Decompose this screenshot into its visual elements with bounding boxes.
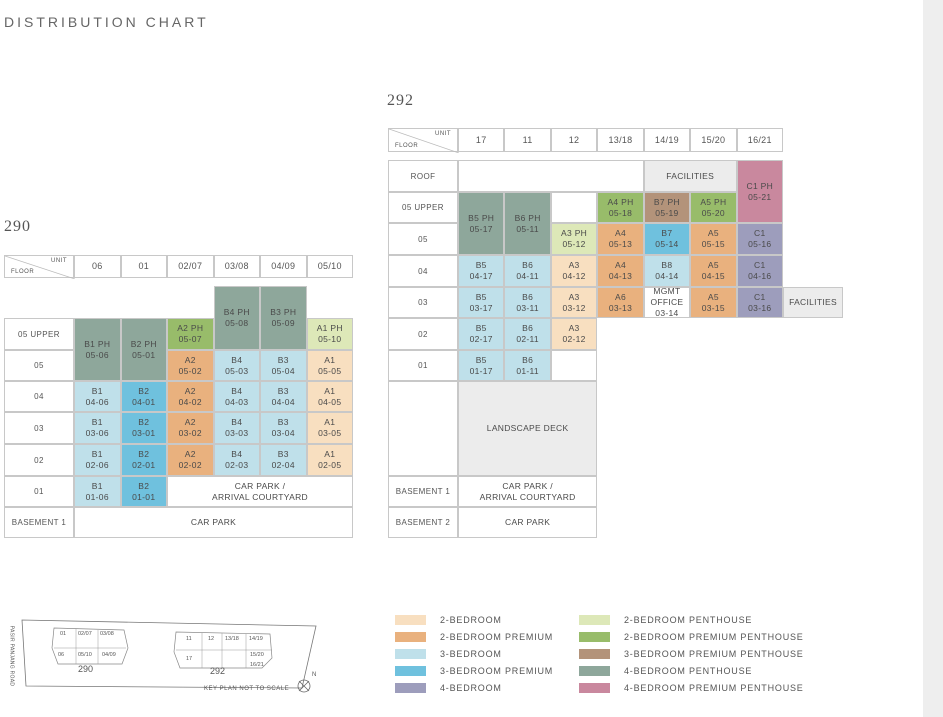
unit-header-11: 11 [504, 128, 550, 152]
legend-swatch [579, 615, 610, 625]
legend-swatch [395, 683, 426, 693]
unit-cell: B4 02-03 [214, 444, 261, 476]
floor-label-02: 02 [388, 318, 458, 350]
unit-cell: B5 02-17 [458, 318, 504, 350]
unit-cell: B5 01-17 [458, 350, 504, 381]
key-unit: 17 [186, 656, 193, 662]
unit-header-13-18: 13/18 [597, 128, 643, 152]
legend-swatch [579, 683, 610, 693]
key-unit: 14/19 [249, 636, 263, 642]
key-building-name: 292 [210, 666, 226, 676]
floor-label-02: 02 [4, 444, 74, 476]
landscape-deck: LANDSCAPE DECK [458, 381, 597, 476]
unit-header-06: 06 [74, 255, 121, 278]
unit-cell: C1 05-16 [737, 223, 783, 255]
key-unit: 03/08 [100, 631, 114, 637]
unit-cell: C1 PH 05-21 [737, 160, 783, 223]
unit-header-04-09: 04/09 [260, 255, 307, 278]
unit-cell: B3 PH 05-09 [260, 286, 307, 350]
unit-cell: A1 03-05 [307, 412, 354, 444]
unit-cell: B6 04-11 [504, 255, 550, 287]
unit-cell: B3 04-04 [260, 381, 307, 412]
legend-swatch [395, 632, 426, 642]
unit-floor-corner: UNIT FLOOR [388, 128, 458, 152]
unit-cell: B4 04-03 [214, 381, 261, 412]
legend-item [395, 665, 553, 677]
unit-cell: B5 03-17 [458, 287, 504, 318]
legend-swatch [395, 649, 426, 659]
legend-swatch [579, 649, 610, 659]
unit-cell: B2 PH 05-01 [121, 318, 168, 381]
legend-label: 2-BEDROOM PREMIUM PENTHOUSE [624, 632, 804, 642]
unit-cell: B7 PH 05-19 [644, 192, 690, 223]
block-292-name: 292 [387, 92, 414, 109]
unit-cell: A5 03-15 [690, 287, 736, 318]
legend-item [579, 648, 804, 660]
unit-cell: B2 01-01 [121, 476, 168, 507]
key-unit: 12 [208, 636, 215, 642]
unit-header-16-21: 16/21 [737, 128, 783, 152]
floor-label-03: 03 [388, 287, 458, 318]
unit-header-01: 01 [121, 255, 168, 278]
key-building-name: 290 [78, 664, 94, 674]
unit-cell: FACILITIES [644, 160, 737, 192]
unit-cell: B7 05-14 [644, 223, 690, 255]
unit-cell: A3 PH 05-12 [551, 223, 597, 255]
unit-cell: A5 05-15 [690, 223, 736, 255]
unit-header-05-10: 05/10 [307, 255, 354, 278]
legend-label: 4-BEDROOM PENTHOUSE [624, 666, 753, 676]
unit-cell: B1 PH 05-06 [74, 318, 121, 381]
floor-label-01: 01 [388, 350, 458, 381]
unit-cell: B8 04-14 [644, 255, 690, 287]
unit-cell: A4 05-13 [597, 223, 643, 255]
unit-cell: A1 04-05 [307, 381, 354, 412]
floor-label-04: 04 [4, 381, 74, 412]
legend-label: 4-BEDROOM PREMIUM PENTHOUSE [624, 683, 804, 693]
facilities-cell: FACILITIES [783, 287, 843, 318]
floor-label-05-upper: 05 UPPER [4, 318, 74, 350]
unit-cell: B2 02-01 [121, 444, 168, 476]
car-park: CAR PARK [458, 507, 597, 538]
unit-cell: A2 04-02 [167, 381, 214, 412]
unit-cell: A1 PH 05-10 [307, 318, 354, 350]
unit-cell: B6 03-11 [504, 287, 550, 318]
unit-cell: A2 05-02 [167, 350, 214, 381]
unit-header-14-19: 14/19 [644, 128, 690, 152]
floor-label-roof: ROOF [388, 160, 458, 192]
key-unit: 13/18 [225, 636, 239, 642]
unit-cell: CAR PARK / ARRIVAL COURTYARD [167, 476, 353, 507]
unit-cell: B5 04-17 [458, 255, 504, 287]
unit-cell: B6 PH 05-11 [504, 192, 550, 255]
legend-label: 2-BEDROOM [440, 615, 502, 625]
floor-label-05-upper: 05 UPPER [388, 192, 458, 223]
unit-cell: B1 02-06 [74, 444, 121, 476]
legend-label: 3-BEDROOM PREMIUM [440, 666, 554, 676]
unit-cell: A5 04-15 [690, 255, 736, 287]
unit-cell: CAR PARK [74, 507, 353, 538]
unit-cell: B1 01-06 [74, 476, 121, 507]
unit-cell: B3 02-04 [260, 444, 307, 476]
legend-label: 3-BEDROOM [440, 649, 502, 659]
blank-cell [551, 192, 597, 223]
floor-label-04: 04 [388, 255, 458, 287]
legend-swatch [579, 632, 610, 642]
page-title: DISTRIBUTION CHART [4, 14, 209, 30]
unit-cell: A2 PH 05-07 [167, 318, 214, 350]
legend-label: 3-BEDROOM PREMIUM PENTHOUSE [624, 649, 804, 659]
unit-header-12: 12 [551, 128, 597, 152]
blank-cell [551, 350, 597, 381]
floor-label-05: 05 [4, 350, 74, 381]
unit-cell: B3 05-04 [260, 350, 307, 381]
floor-label-basement-1: BASEMENT 1 [4, 507, 74, 538]
legend-item [395, 614, 502, 626]
unit-cell: MGMT OFFICE 03-14 [644, 287, 690, 318]
unit-cell: A4 PH 05-18 [597, 192, 643, 223]
unit-cell: B5 PH 05-17 [458, 192, 504, 255]
unit-cell: A3 02-12 [551, 318, 597, 350]
unit-cell: A1 05-05 [307, 350, 354, 381]
key-unit: 02/07 [78, 631, 92, 637]
key-unit: 15/20 [250, 652, 264, 658]
unit-header-17: 17 [458, 128, 504, 152]
unit-cell: A2 03-02 [167, 412, 214, 444]
key-unit: 06 [58, 652, 65, 658]
unit-cell: A3 04-12 [551, 255, 597, 287]
unit-cell: B6 01-11 [504, 350, 550, 381]
north-label: N [312, 672, 317, 678]
legend-swatch [395, 666, 426, 676]
legend-item [579, 682, 804, 694]
unit-header-02-07: 02/07 [167, 255, 214, 278]
legend-item [395, 648, 502, 660]
key-unit: 01 [60, 631, 67, 637]
key-plan-note: KEY PLAN NOT TO SCALE [204, 686, 290, 692]
unit-cell: B4 03-03 [214, 412, 261, 444]
floor-label-basement-1: BASEMENT 1 [388, 476, 458, 507]
key-unit: 04/09 [102, 652, 116, 658]
unit-cell: B2 03-01 [121, 412, 168, 444]
right-edge-bar [923, 0, 943, 717]
unit-header-15-20: 15/20 [690, 128, 736, 152]
unit-cell: A2 02-02 [167, 444, 214, 476]
legend-label: 2-BEDROOM PENTHOUSE [624, 615, 753, 625]
key-plan-drawing [0, 612, 330, 697]
unit-cell: C1 03-16 [737, 287, 783, 318]
floor-label-basement-2: BASEMENT 2 [388, 507, 458, 538]
legend-swatch [395, 615, 426, 625]
floor-label-blank [388, 381, 458, 476]
block-290-name: 290 [4, 218, 31, 235]
roof-blank [458, 160, 644, 192]
legend-item [395, 631, 553, 643]
car-park-courtyard: CAR PARK / ARRIVAL COURTYARD [458, 476, 597, 507]
floor-label-05: 05 [388, 223, 458, 255]
legend-item [395, 682, 502, 694]
unit-cell: B6 02-11 [504, 318, 550, 350]
unit-cell: B3 03-04 [260, 412, 307, 444]
key-unit: 05/10 [78, 652, 92, 658]
legend-label: 4-BEDROOM [440, 683, 502, 693]
unit-cell: B2 04-01 [121, 381, 168, 412]
unit-cell: A4 04-13 [597, 255, 643, 287]
unit-floor-corner: UNIT FLOOR [4, 255, 74, 278]
unit-cell: A1 02-05 [307, 444, 354, 476]
unit-cell: A5 PH 05-20 [690, 192, 736, 223]
unit-cell: B1 03-06 [74, 412, 121, 444]
legend-swatch [579, 666, 610, 676]
legend-item [579, 614, 752, 626]
unit-header-03-08: 03/08 [214, 255, 261, 278]
floor-label-03: 03 [4, 412, 74, 444]
unit-cell: B1 04-06 [74, 381, 121, 412]
unit-cell: B4 PH 05-08 [214, 286, 261, 350]
unit-cell: B4 05-03 [214, 350, 261, 381]
legend-item [579, 665, 752, 677]
floor-label-01: 01 [4, 476, 74, 507]
unit-cell: A6 03-13 [597, 287, 643, 318]
unit-cell: C1 04-16 [737, 255, 783, 287]
legend-item [579, 631, 804, 643]
legend-label: 2-BEDROOM PREMIUM [440, 632, 554, 642]
key-plan [0, 612, 330, 697]
unit-cell: A3 03-12 [551, 287, 597, 318]
key-unit: 16/21 [250, 662, 264, 668]
road-label: PASIR PANJANG ROAD [8, 625, 15, 687]
key-unit: 11 [186, 636, 192, 642]
